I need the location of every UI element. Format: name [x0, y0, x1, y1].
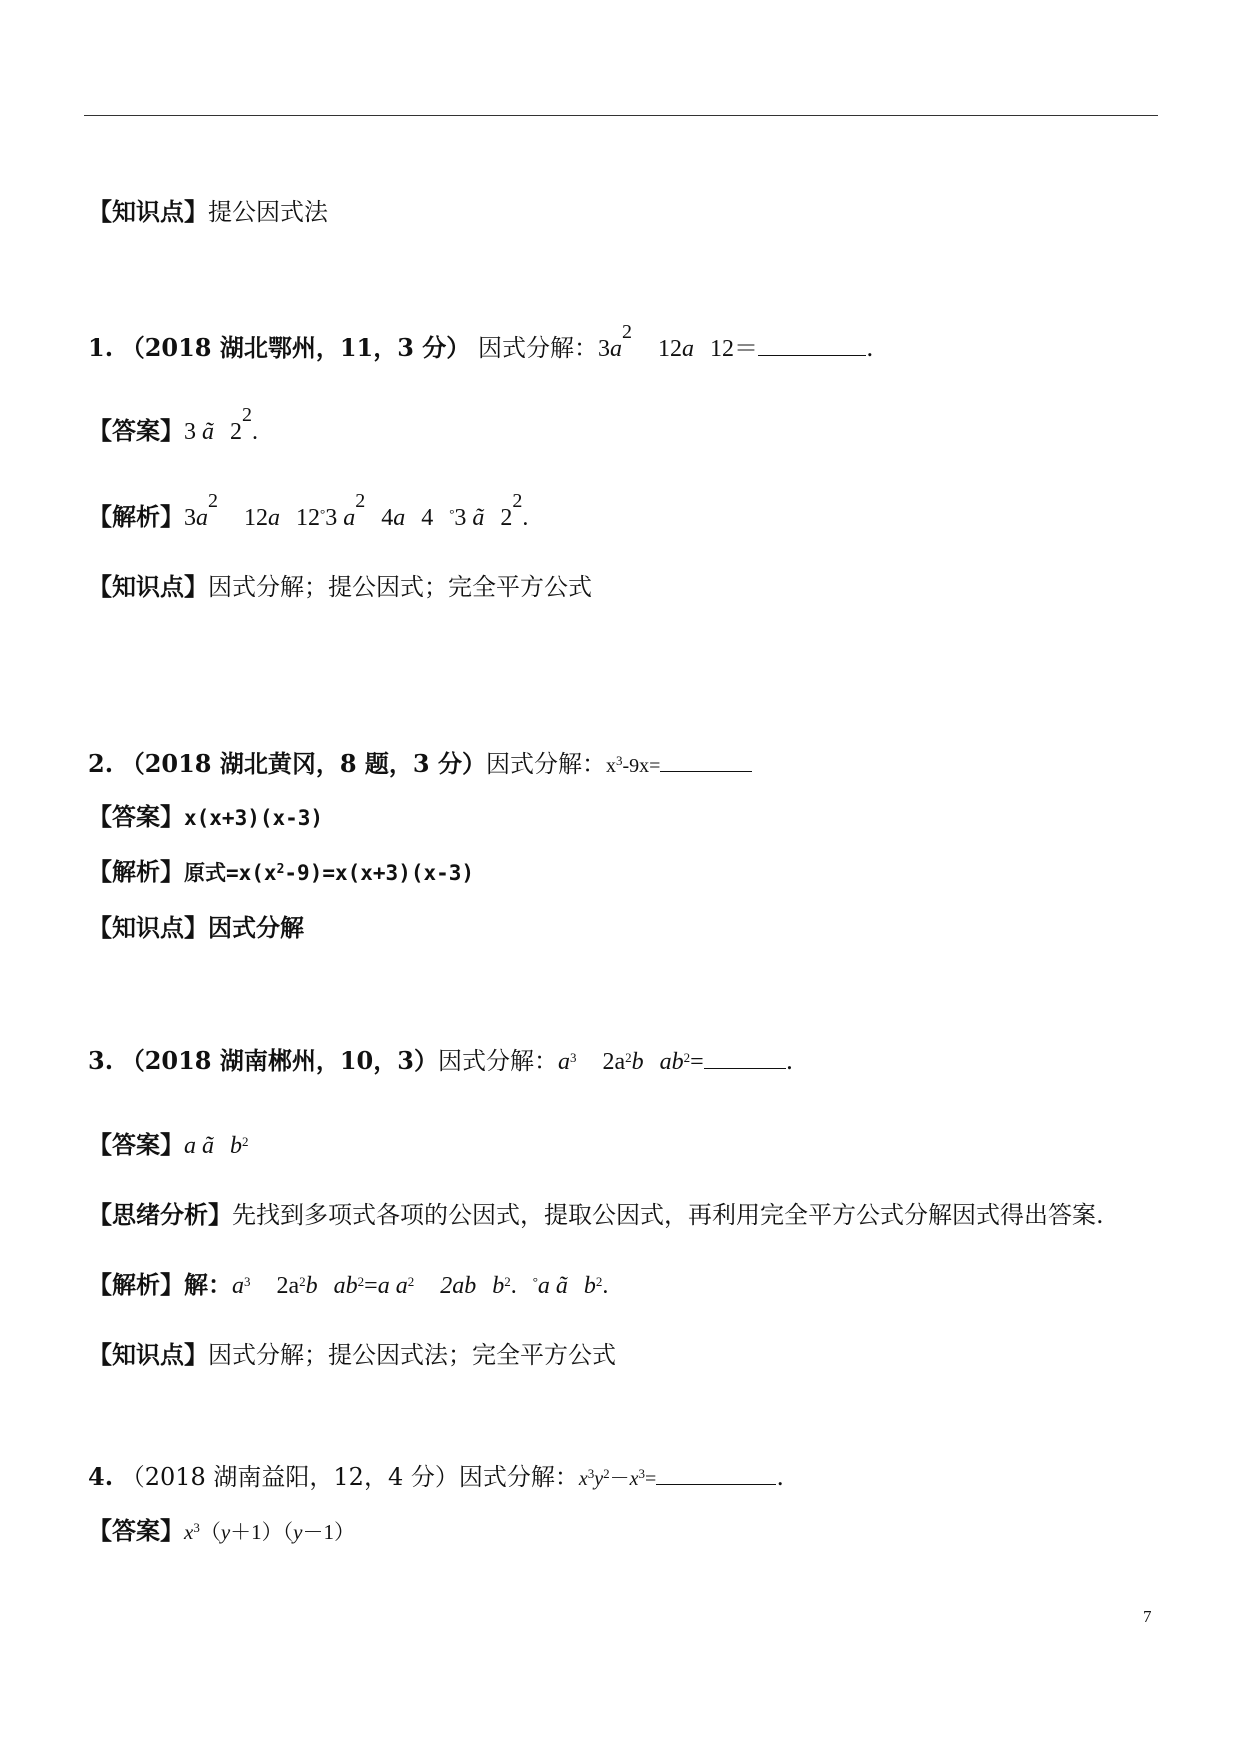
math-expression: $a^3$ $2a^2b$ $ab^2=$ — [557, 1049, 704, 1075]
answer-label: 【答案】 — [88, 802, 184, 831]
question-number: 1. — [88, 333, 114, 362]
q2-solution — [88, 857, 474, 892]
page-number: 7 — [1143, 1607, 1152, 1626]
math-expression: $3a^212a$ 12＝ — [597, 321, 758, 362]
answer-blank — [660, 749, 752, 772]
q1-solution — [88, 490, 529, 536]
solution-label: 【解析】 — [88, 502, 184, 531]
question-source: （2018 湖南郴州，10，3） — [120, 1046, 438, 1075]
solution-label: 【解析】 — [88, 857, 184, 886]
q3-solution: 【解析】解：$a^3$ $2a^2b$ $ab^2=a$ $a^2$ 2ab $b^2$. °a ã $b^2$. — [88, 1270, 609, 1299]
math-expression: $x^3y^2-x^3=$ — [578, 1466, 657, 1490]
question-prompt: 因式分解： — [437, 1047, 558, 1075]
q1-knowledge — [88, 572, 592, 602]
question-source: （2018 湖北黄冈，8 题，3 分） — [120, 749, 486, 778]
question-2 — [88, 749, 752, 783]
answer-label: 【答案】 — [88, 1516, 184, 1545]
answer-expression: x(x+3)(x-3) — [184, 806, 324, 830]
question-prompt: 因式分解： — [477, 334, 598, 362]
answer-blank — [758, 333, 866, 356]
math-expression: $x^3-9x=$ — [605, 753, 661, 777]
solution-expression: $3a^212a$ 12°3 $a^24a$ 4 °3 ã $2^2$. — [184, 490, 529, 531]
q2-answer — [88, 802, 323, 833]
question-3: 3. （2018 湖南郴州，10，3）因式分解：$a^3$ $2a^2b$ $ab^2=$ . — [88, 1046, 794, 1075]
question-source: （2018 湖南益阳，12，4 分） — [120, 1463, 459, 1491]
q3-answer — [88, 1130, 249, 1164]
question-1: 1. （2018 湖北鄂州，11，3 分） 因式分解：$3a^212a$ 12＝ . — [88, 321, 874, 362]
answer-label: 【答案】 — [88, 416, 184, 445]
solution-expression: 原式$=x(x^2-9)=x(x+3)(x-3)$ — [184, 861, 475, 885]
knowledge-text: 因式分解 — [208, 913, 304, 942]
knowledge-text: 提公因式法 — [208, 198, 328, 226]
question-prompt: 因式分解： — [485, 750, 606, 778]
question-number: 2. — [88, 749, 114, 778]
answer-expression: 3 ã $2^2$. — [184, 404, 258, 445]
answer-blank — [656, 1462, 776, 1485]
answer-blank — [704, 1046, 786, 1069]
q1-answer — [88, 404, 258, 448]
q3-knowledge — [88, 1340, 616, 1370]
q3-analysis — [88, 1200, 1104, 1230]
analysis-label: 【思绪分析】 — [88, 1200, 232, 1229]
knowledge-label: 【知识点】 — [88, 1340, 208, 1369]
answer-expression: a ã $b^2$ — [184, 1133, 249, 1159]
analysis-text: 先找到多项式各项的公因式，提取公因式，再利用完全平方公式分解因式得出答案. — [232, 1201, 1104, 1229]
header-rule — [84, 115, 1158, 116]
solution-expression: $a^3$ $2a^2b$ $ab^2=a$ $a^2$ 2ab $b^2$. °a ã $b^2$. — [232, 1273, 609, 1299]
answer-label: 【答案】 — [88, 1130, 184, 1159]
knowledge-label: 【知识点】 — [88, 197, 208, 226]
solution-label: 【解析】 — [88, 1270, 184, 1299]
question-source: （2018 湖北鄂州，11，3 分） — [120, 333, 471, 362]
knowledge-label: 【知识点】 — [88, 913, 208, 942]
knowledge-text: 因式分解；提公因式法；完全平方公式 — [208, 1341, 616, 1369]
knowledge-label: 【知识点】 — [88, 572, 208, 601]
q4-answer — [88, 1516, 355, 1550]
question-prompt: 因式分解： — [458, 1463, 579, 1491]
knowledge-text: 因式分解；提公因式；完全平方公式 — [208, 573, 592, 601]
knowledge-point-intro — [88, 197, 328, 227]
question-number: 3. — [88, 1046, 114, 1075]
answer-expression: $x^3(y+1)(y-1)$ — [184, 1520, 355, 1544]
question-4: 4. （2018 湖南益阳，12，4 分）因式分解：$x^3y^2-x^3=$ . — [88, 1462, 784, 1491]
q2-knowledge — [88, 913, 304, 943]
question-number: 4. — [88, 1462, 114, 1491]
